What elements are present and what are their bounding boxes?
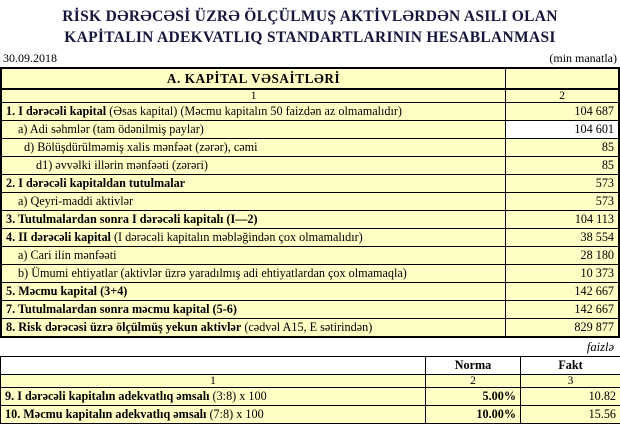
row-label-bold: 10. Məcmu kapitalın adekvatlıq əmsalı — [5, 407, 207, 421]
row-label — [1, 121, 506, 139]
adequacy-header-row — [1, 357, 620, 375]
row-label — [1, 175, 506, 193]
table-row-1 — [1, 103, 619, 121]
row-label-rest: (Əsas kapital) (Məcmu kapitalın 50 faizdən az olmamalıdır) — [106, 104, 402, 118]
adequacy-number-row — [1, 375, 620, 388]
section-header: A. KAPİTAL VƏSAİTLƏRİ — [1, 68, 506, 89]
table-row-2a — [1, 193, 619, 211]
row-label-rest: b) Ümumi ehtiyatlar (aktivlər üzrə yaradılmış adi ehtiyatlardan çox olmamaqla) — [18, 266, 407, 280]
row-label-bold: 7. Tutulmalardan sonra məcmu kapital (5-6) — [6, 302, 237, 316]
row-label-bold: 9. I dərəcəli kapitalın adekvatlıq əmsalı — [5, 389, 210, 403]
row-label — [1, 319, 506, 338]
row-label-rest: a) Cari ilin mənfəəti — [18, 248, 117, 262]
table-row-2 — [1, 175, 619, 193]
row-label — [1, 247, 506, 265]
row-label — [1, 406, 426, 424]
table-row-3 — [1, 211, 619, 229]
row-value: 28 180 — [506, 247, 619, 265]
row-label — [1, 388, 426, 406]
row-label-rest: a) Qeyri-maddi aktivlər — [18, 194, 134, 208]
row-value: 104 687 — [506, 103, 619, 121]
row-value-highlighted: 104 601 — [506, 121, 619, 139]
row-label — [1, 283, 506, 301]
column-number-row — [1, 89, 619, 103]
col-number-1: 1 — [1, 89, 506, 103]
page-title-line2: KAPİTALIN ADEKVATLIQ STANDARTLARININ HESABLANMASI — [64, 29, 556, 46]
row-value: 829 877 — [506, 319, 619, 338]
meta-row — [0, 48, 620, 67]
row-value: 104 113 — [506, 211, 619, 229]
page-title-line1: RİSK DƏRƏCƏSİ ÜZRƏ ÖLÇÜLMUŞ AKTİVLƏRDƏN ASILI OLAN — [62, 8, 558, 25]
table-row-1a — [1, 121, 619, 139]
row-label-bold: 3. Tutulmalardan sonra I dərəcəli kapitalı (I—2) — [6, 212, 258, 226]
row-label-rest: (3:8) x 100 — [209, 389, 267, 403]
table-row-1d — [1, 139, 619, 157]
row-label — [1, 103, 506, 121]
page-title — [0, 6, 620, 48]
fakt-value: 10.82 — [521, 388, 620, 406]
fakt-header: Fakt — [521, 357, 620, 375]
table-row-4a — [1, 247, 619, 265]
table-row-1d1 — [1, 157, 619, 175]
row-value: 573 — [506, 175, 619, 193]
row-label — [1, 211, 506, 229]
row-label-bold: 4. II dərəcəli kapital — [6, 230, 111, 244]
row-value: 38 554 — [506, 229, 619, 247]
row-label-rest: a) Adi səhmlər (tam ödənilmiş paylar) — [18, 122, 204, 136]
section-header-row — [1, 68, 619, 89]
row-label-rest: (7:8) x 100 — [206, 407, 264, 421]
row-label-rest: d1) əvvəlki illərin mənfəəti (zərəri) — [36, 158, 208, 172]
row-label — [1, 193, 506, 211]
row-value: 85 — [506, 157, 619, 175]
capital-table — [0, 67, 620, 338]
row-label — [1, 301, 506, 319]
norma-header: Norma — [426, 357, 521, 375]
table-row-4b — [1, 265, 619, 283]
row-label — [1, 265, 506, 283]
row-label-rest: d) Bölüşdürülməmiş xalis mənfəət (zərər), cəmi — [24, 140, 258, 154]
table-row-9 — [1, 388, 620, 406]
row-label-bold: 5. Məcmu kapital (3+4) — [6, 284, 128, 298]
row-value: 142 667 — [506, 283, 619, 301]
row-label — [1, 157, 506, 175]
section-header-empty-cell — [506, 68, 619, 89]
table-row-7 — [1, 301, 619, 319]
row-value: 10 373 — [506, 265, 619, 283]
col-number-1: 1 — [1, 375, 426, 388]
row-label-bold: 8. Risk dərəcəsi üzrə ölçülmüş yekun aktivlər — [6, 320, 242, 334]
row-label-bold: 1. I dərəcəli kapital — [6, 104, 107, 118]
table-row-4 — [1, 229, 619, 247]
row-value: 85 — [506, 139, 619, 157]
norma-value: 10.00% — [426, 406, 521, 424]
col-number-2: 2 — [506, 89, 619, 103]
row-label-rest: (I dərəcəli kapitalın məbləğindən çox olmamalıdır) — [110, 230, 363, 244]
table-row-5 — [1, 283, 619, 301]
row-label-rest: (cədvəl A15, E sətirindən) — [241, 320, 373, 334]
row-value: 142 667 — [506, 301, 619, 319]
adequacy-table — [0, 356, 620, 424]
table-row-8 — [1, 319, 619, 338]
row-label-bold: 2. I dərəcəli kapitaldan tutulmalar — [6, 176, 186, 190]
row-label — [1, 139, 506, 157]
table-row-10 — [1, 406, 620, 424]
col-number-3: 3 — [521, 375, 620, 388]
norma-value: 5.00% — [426, 388, 521, 406]
row-value: 573 — [506, 193, 619, 211]
unit-note: (min manatla) — [549, 51, 617, 65]
row-label — [1, 229, 506, 247]
percent-note: faizlə — [586, 340, 614, 354]
report-date: 30.09.2018 — [3, 51, 57, 65]
adequacy-header-empty-cell — [1, 357, 426, 375]
col-number-2: 2 — [426, 375, 521, 388]
fakt-value: 15.56 — [521, 406, 620, 424]
